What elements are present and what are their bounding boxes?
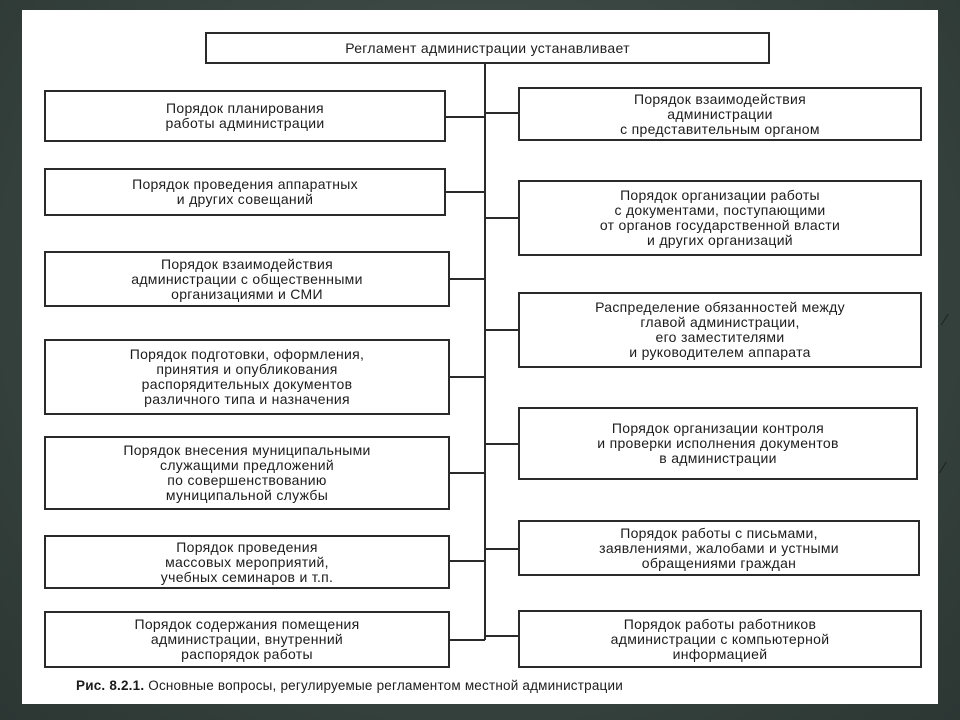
- left-box-2: Порядок проведения аппаратных и других совещаний: [44, 168, 446, 216]
- right-box-5: Порядок работы с письмами, заявлениями, жалобами и устными обращениями граждан: [518, 520, 920, 576]
- right-box-1: Порядок взаимодействия администрации с представительным органом: [518, 87, 922, 141]
- right-box-4: Порядок организации контроля и проверки исполнения документов в администрации: [518, 407, 918, 480]
- top-box-title: Регламент администрации устанавливает: [205, 32, 770, 64]
- figure-caption: [76, 678, 906, 693]
- caption-label: Рис. 8.2.1.: [76, 678, 145, 693]
- right-box-6: Порядок работы работников администрации с компьютерной информацией: [518, 610, 922, 668]
- right-box-3: Распределение обязанностей между главой администрации, его заместителями и руководителем аппарата: [518, 292, 922, 368]
- left-box-4: Порядок подготовки, оформления, принятия и опубликования распорядительных документов различного типа и назначения: [44, 339, 450, 415]
- right-box-2: Порядок организации работы с документами, поступающими от органов государственной власти и других организаций: [518, 180, 922, 256]
- decorative-mark-2: ⁄: [942, 460, 945, 477]
- left-box-5: Порядок внесения муниципальными служащими предложений по совершенствованию муниципальной службы: [44, 436, 450, 510]
- left-box-6: Порядок проведения массовых мероприятий, учебных семинаров и т.п.: [44, 535, 450, 589]
- left-box-3: Порядок взаимодействия администрации с общественными организациями и СМИ: [44, 251, 450, 307]
- left-box-7: Порядок содержания помещения администрации, внутренний распорядок работы: [44, 611, 450, 668]
- left-box-1: Порядок планирования работы администрации: [44, 90, 446, 142]
- decorative-mark-1: ⁄: [944, 312, 947, 329]
- caption-text: Основные вопросы, регулируемые регламентом местной администрации: [144, 678, 623, 693]
